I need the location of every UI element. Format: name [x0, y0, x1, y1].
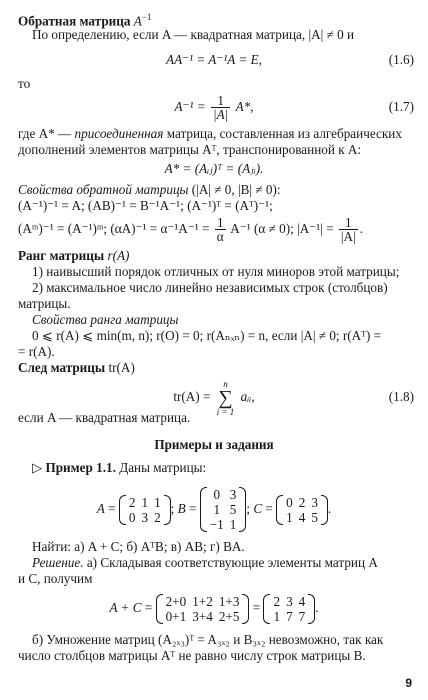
rank-props-line-1: 0 ⩽ r(A) ⩽ min(m, n); r(O) = 0; r(Aₙₓₙ) = n, если |A| ≠ 0; r(Aᵀ) =	[32, 328, 382, 343]
adjoint-def-line-1: где A* — присоединенная матрица, составленная из алгебраических	[18, 126, 402, 141]
equation-1-8: tr(A) = n ∑ i = 1 aᵢᵢ, (1.8)	[0, 376, 428, 418]
part-b-line-2: число столбцов матрицы Aᵀ не равно числу строк матрицы B.	[18, 648, 366, 663]
rank-item-1: 1) наивысший порядок отличных от нуля миноров этой матрицы;	[32, 264, 400, 279]
page-number: 9	[405, 676, 412, 690]
section-title-inverse: Обратная матрица $A^{-1}$	[18, 12, 152, 29]
equation-1-7: A⁻¹ = $\frac{1}{|A|}$ A*, (1.7)	[174, 93, 414, 123]
equation-adjoint: A* = (Aᵢⱼ)ᵀ = (Aⱼᵢ).	[164, 161, 264, 176]
example-1-1-intro: ▷ Пример 1.1. Даны матрицы:	[32, 460, 207, 475]
then-word: то	[18, 76, 31, 91]
matrix-c: 0 2 3 1 4 5	[276, 495, 328, 525]
inverse-props-line-3: (Aᵐ)⁻¹ = (A⁻¹)ᵐ; (αA)⁻¹ = α⁻¹A⁻¹ = $\frac{1}{\alpha}$ A⁻¹ (α ≠ 0); |A⁻¹| = $\frac{1}{|A|}$ .	[18, 215, 363, 245]
inverse-props-line-2: (A⁻¹)⁻¹ = A; (AB)⁻¹ = B⁻¹A⁻¹; (A⁻¹)ᵀ = (Aᵀ)⁻¹;	[18, 198, 273, 213]
definition-line: По определению, если A — квадратная матрица, |A| ≠ 0 и	[32, 27, 355, 42]
equation-1-6: AA⁻¹ = A⁻¹A = E, (1.6)	[166, 52, 414, 67]
fraction: $\frac{1}{|A|}$	[212, 93, 229, 123]
matrix-sum: 2+0 1+2 1+3 0+1 3+4 2+5	[156, 594, 250, 624]
matrix-b: 0 3 1 5 −1 1	[200, 487, 247, 532]
solution-line-2: и C, получим	[18, 571, 93, 586]
given-matrices: A = 2 1 1 0 3 2 ; B = 0 3 1 5 −1 1 ; C = 0 2 3 1 4 5 .	[96, 487, 332, 533]
section-title-rank: Ранг матрицы r(A)	[18, 248, 130, 263]
section-title-trace: След матрицы tr(A)	[18, 360, 135, 375]
rank-item-2: 2) максимальное число линейно независимых строк (столбцов)	[32, 280, 388, 295]
part-b-line-1: б) Умножение матриц (A₂ₓ₃)ᵀ = A₃ₓ₂ и B₃ₓ₂ невозможно, так как	[32, 632, 384, 647]
summation-sign: n ∑ i = 1	[216, 378, 235, 417]
equation-number: (1.6)	[388, 52, 414, 67]
solution-line-1: Решение. а) Складывая соответствующие элементы матриц A	[32, 555, 378, 570]
trace-after: если A — квадратная матрица.	[18, 410, 191, 425]
examples-heading: Примеры и задания	[154, 437, 274, 452]
task-line: Найти: а) A + C; б) AᵀB; в) AB; г) BA.	[32, 539, 245, 554]
rank-props-title: Свойства ранга матрицы	[32, 312, 179, 327]
equation-number: (1.8)	[388, 389, 414, 404]
matrix-a: 2 1 1 0 3 2	[119, 495, 171, 525]
matrix-result: 2 3 4 1 7 7	[263, 594, 315, 624]
rank-item-2-cont: матрицы.	[18, 296, 71, 311]
rank-props-line-2: = r(A).	[18, 344, 55, 359]
adjoint-def-line-2: дополнений элементов матрицы Aᵀ, транспонированной к A:	[18, 142, 362, 157]
equation-number: (1.7)	[388, 99, 414, 114]
inverse-props-title: Свойства обратной матрицы (|A| ≠ 0, |B| ≠ 0):	[18, 182, 281, 197]
sum-equation: A + C = 2+0 1+2 1+3 0+1 3+4 2+5 = 2 3 4 1 7 7 .	[109, 593, 319, 624]
